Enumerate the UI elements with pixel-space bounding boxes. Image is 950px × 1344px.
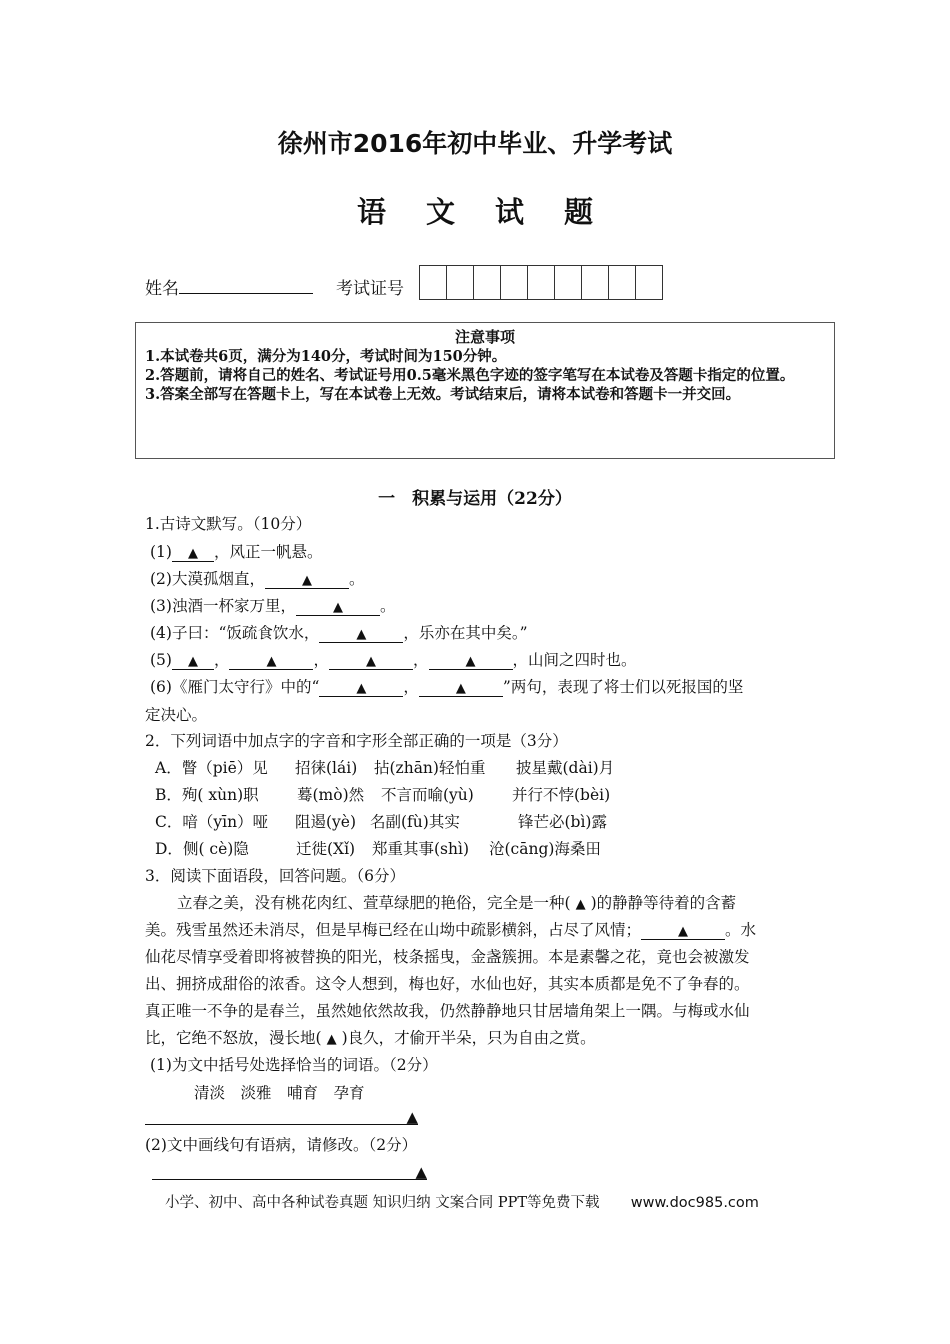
- notice-item-3: 3.答案全部写在答题卡上，写在本试卷上无效。考试结束后，请将本试卷和答题卡一并交回。: [145, 386, 741, 403]
- q2-stem: 2．下列词语中加点字的字音和字形全部正确的一项是（3分）: [145, 732, 568, 750]
- q2-option-c-word: 阻遏(yè): [295, 813, 357, 831]
- id-cell[interactable]: [420, 266, 447, 299]
- q2-option-c-word: 锋芒必(bì)露: [518, 813, 607, 831]
- footer-url[interactable]: www.doc985.com: [630, 1195, 759, 1211]
- q2-option-a[interactable]: A．瞥（piē）见: [155, 759, 268, 777]
- id-cell[interactable]: [447, 266, 474, 299]
- id-cell[interactable]: [501, 266, 528, 299]
- q1-item-6: (6)《雁门太守行》中的“ ▲ ， ▲ ”两句，表现了将士们以死报国的坚: [150, 678, 744, 696]
- notice-box: [135, 322, 835, 459]
- id-label: 考试证号: [336, 279, 404, 299]
- q3-answer-line-1[interactable]: ▲: [145, 1107, 418, 1125]
- q1-stem: 1.古诗文默写。（10分）: [145, 515, 312, 533]
- section-heading: 一 积累与运用（22分）: [378, 489, 572, 509]
- name-blank[interactable]: [179, 275, 313, 294]
- q2-option-a-word: 披星戴(dài)月: [516, 759, 615, 777]
- id-cell[interactable]: [636, 266, 662, 299]
- answer-mark: ▲: [356, 627, 367, 642]
- q2-option-d-word: 迁徙(Xǐ): [296, 840, 356, 858]
- q3-sub2: (2)文中画线句有语病，请修改。（2分）: [145, 1136, 418, 1154]
- passage-line-5: 真正唯一不争的是春兰，虽然她依然故我，仍然静静地只甘居墙角架上一隅。与梅或水仙: [145, 1002, 750, 1020]
- passage-line-4: 出、拥挤成甜俗的浓香。这令人想到，梅也好，水仙也好，其实本质都是免不了争春的。: [145, 975, 750, 993]
- passage-line-2: 美。残雪虽然还未消尽，但是早梅已经在山坳中疏影横斜，占尽了风情； ▲ 。水: [145, 921, 757, 939]
- exam-title: 徐州市2016年初中毕业、升学考试: [277, 129, 673, 158]
- answer-mark: ▲: [301, 573, 312, 588]
- passage-line-1: 立春之美，没有桃花肉红、萱草绿肥的艳俗，完全是一种( ▲ )的静静等待着的含蓄: [177, 894, 737, 912]
- footer: [165, 1191, 759, 1212]
- q2-option-a-word: 拈(zhān)轻怕重: [374, 759, 486, 777]
- q3-word-choices: 清淡 淡雅 哺育 孕育: [194, 1084, 365, 1102]
- q3-answer-line-2[interactable]: ▲: [152, 1162, 427, 1180]
- notice-item-1: 1.本试卷共6页，满分为140分，考试时间为150分钟。: [145, 348, 507, 365]
- q1-item-6-cont: 定决心。: [145, 706, 208, 724]
- id-boxes[interactable]: [419, 265, 663, 300]
- notice-title: 注意事项: [454, 328, 515, 346]
- q2-option-b[interactable]: B．殉( xùn)职: [155, 786, 259, 804]
- q2-option-d-word: 郑重其事(shì): [372, 840, 469, 858]
- q1-item-3: (3)浊酒一杯家万里， ▲ 。: [150, 597, 396, 615]
- id-cell[interactable]: [609, 266, 636, 299]
- q1-item-2: (2)大漠孤烟直， ▲ 。: [150, 570, 365, 588]
- q2-option-c-word: 名副(fù)其实: [370, 813, 460, 831]
- footer-text: 小学、初中、高中各种试卷真题 知识归纳 文案合同 PPT等免费下载: [165, 1195, 600, 1211]
- q2-option-b-word: 不言而喻(yù): [381, 786, 474, 804]
- id-cell[interactable]: [474, 266, 501, 299]
- id-cell[interactable]: [582, 266, 609, 299]
- exam-subtitle: 语文试题: [356, 195, 633, 229]
- q2-option-b-word: 并行不悖(bèi): [512, 786, 611, 804]
- answer-mark: ▲: [332, 600, 343, 615]
- notice-item-2: 2.答题前，请将自己的姓名、考试证号用0.5毫米黑色字迹的签字笔写在本试卷及答题卡指定的位置。: [145, 367, 795, 384]
- passage-line-6: 比，它绝不怒放，漫长地( ▲ )良久，才偷开半朵，只为自由之赏。: [145, 1029, 596, 1047]
- answer-mark: ▲: [187, 546, 198, 561]
- q1-item-1: (1) ▲ ，风正一帆悬。: [150, 543, 323, 561]
- q1-item-4: (4)子曰：“饭疏食饮水， ▲ ，乐亦在其中矣。”: [150, 624, 528, 642]
- id-cell[interactable]: [528, 266, 555, 299]
- q2-option-b-word: 蓦(mò)然: [297, 786, 365, 804]
- id-cell[interactable]: [555, 266, 582, 299]
- q1-item-5: (5) ▲ ， ▲ ， ▲ ， ▲ ，山间之四时也。: [150, 651, 637, 669]
- q2-option-d-word: 沧(cāng)海桑田: [489, 840, 601, 858]
- name-field: [145, 274, 313, 299]
- passage-line-3: 仙花尽情享受着即将被替换的阳光，枝条摇曳，金盏簇拥。本是素馨之花，竟也会被激发: [145, 948, 750, 966]
- q2-option-c[interactable]: C．喑（yīn）哑: [155, 813, 269, 831]
- q2-option-a-word: 招徕(lái): [295, 759, 358, 777]
- q3-sub1: (1)为文中括号处选择恰当的词语。（2分）: [150, 1056, 438, 1074]
- name-label: 姓名: [145, 279, 179, 299]
- q3-stem: 3．阅读下面语段，回答问题。（6分）: [145, 867, 405, 885]
- q2-option-d[interactable]: D．侧( cè)隐: [155, 840, 249, 858]
